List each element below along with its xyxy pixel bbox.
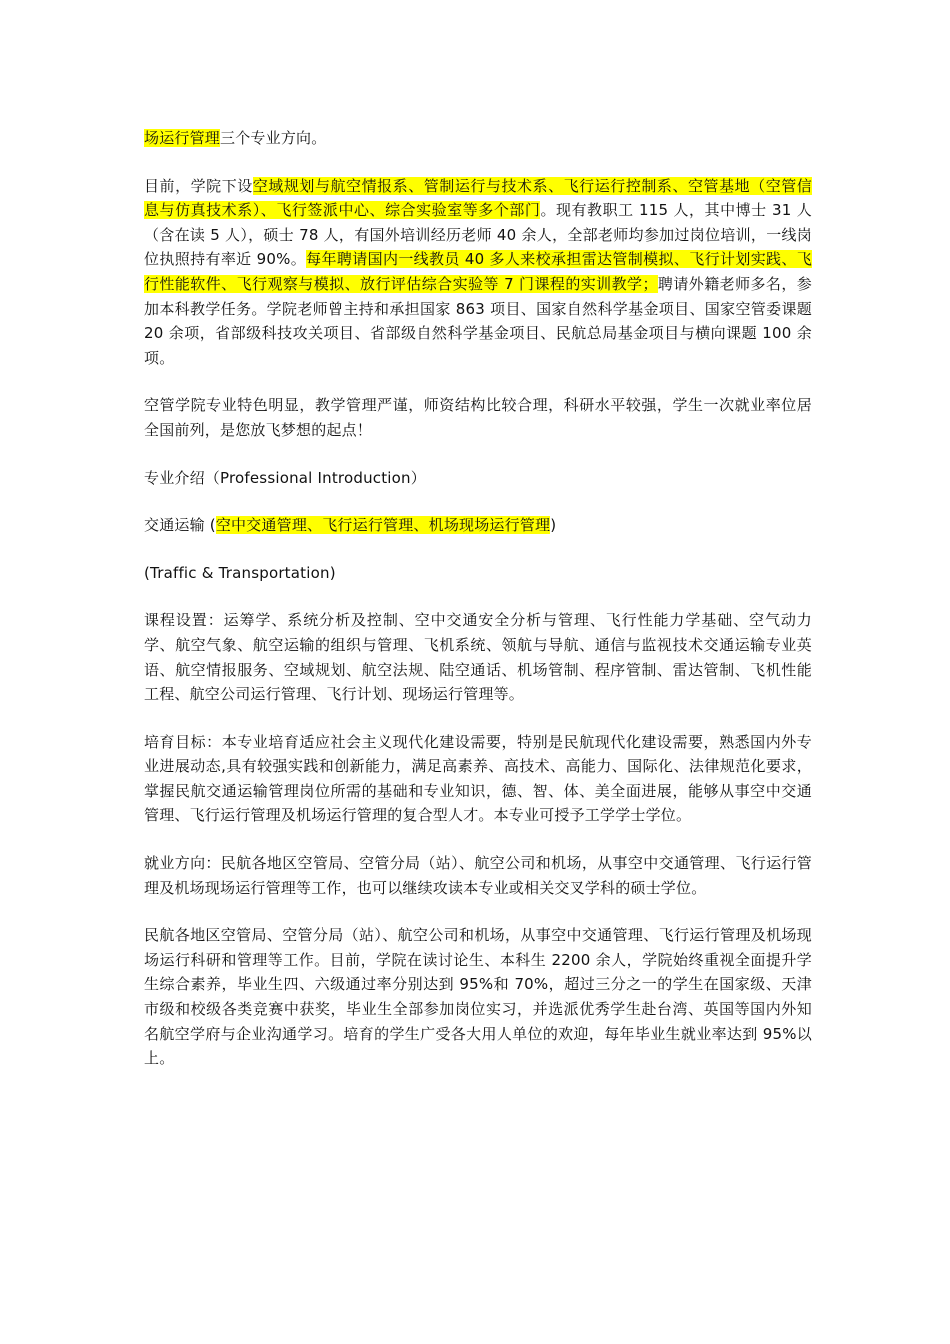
heading-professional-introduction: 专业介绍（Professional Introduction） [144, 468, 426, 487]
highlight-instructors: 每年聘请国内一线教员 40 多人来校承担雷达管制模拟、飞行计划实践、飞行性能软件、飞行观察与模拟、放行评估综合实验等 7 门课程的实训教学； [144, 250, 812, 293]
heading-major-name [144, 513, 812, 538]
paragraph-majors-end [144, 126, 812, 151]
text-span: 目前，学院下设 [144, 176, 253, 195]
paragraph-courses: 课程设置：运筹学、系统分析及控制、空中交通安全分析与管理、飞行性能力学基础、空气动力学、航空气象、航空运输的组织与管理、飞机系统、领航与导航、通信与监视技术交通运输专业英语、航空情报服务、空域规划、航空法规、陆空通话、机场管制、程序管制、雷达管制、飞机性能工程、航空公司运行管理、飞行计划、现场运行管理等。 [144, 611, 812, 704]
heading-major-english: (Traffic & Transportation) [144, 563, 336, 582]
paragraph-college-overview [144, 174, 812, 371]
text-span: 交通运输 ( [144, 516, 216, 535]
text-span: 。现有教职工 115 人，其中博士 31 人（含在读 5 人），硕士 78 人，有国外培训经历老师 40 余人，全部老师均参加过岗位培训，一线岗位执照持有率近 90%。 [144, 201, 812, 269]
paragraph-employment-direction: 就业方向：民航各地区空管局、空管分局（站）、航空公司和机场，从事空中交通管理、飞行运行管理及机场现场运行管理等工作，也可以继续攻读本专业或相关交叉学科的硕士学位。 [144, 854, 812, 897]
text-span: 三个专业方向。 [220, 129, 327, 147]
paragraph-training-goals: 培育目标：本专业培育适应社会主义现代化建设需要，特别是民航现代化建设需要，熟悉国内外专业进展动态,具有较强实践和创新能力，满足高素养、高技术、高能力、国际化、法律规范化要求，掌握民航交通运输管理岗位所需的基础和专业知识，德、智、体、美全面进展，能够从事空中交通管理、飞行运行管理及机场运行管理的复合型人才。本专业可授予工学学士学位。 [144, 732, 812, 825]
highlight-text: 场运行管理 [144, 129, 221, 147]
text-span: 聘请外籍老师多名，参加本科教学任务。学院老师曾主持和承担国家 863 项目、国家自然科学基金项目、国家空管委课题 20 余项，省部级科技攻关项目、省部级自然科学基金项目、民航总局基金项目与横向课题 100 余项。 [144, 274, 812, 367]
document-page [144, 126, 812, 1094]
text-span: ) [550, 516, 557, 535]
highlight-departments: 空域规划与航空情报系、管制运行与技术系、飞行运行控制系、空管基地（空管信息与仿真技术系）、飞行签派中心、综合实验室等多个部门 [144, 176, 812, 220]
highlight-directions: 空中交通管理、飞行运行管理、机场现场运行管理 [215, 516, 551, 535]
paragraph-college-features: 空管学院专业特色明显，教学管理严谨，师资结构比较合理，科研水平较强，学生一次就业率位居全国前列，是您放飞梦想的起点！ [144, 396, 812, 439]
paragraph-student-outcomes: 民航各地区空管局、空管分局（站）、航空公司和机场，从事空中交通管理、飞行运行管理及机场现场运行科研和管理等工作。目前，学院在读讨论生、本科生 2200 余人，学院始终重视全面提升学生综合素养，毕业生四、六级通过率分别达到 95%和 70%，超过三分之一的学生在国家级、天津市级和校级各类竞赛中获奖，毕业生全部参加岗位实习，并选派优秀学生赴台湾、英国等国内外知名航空学府与企业沟通学习。培育的学生广受各大用人单位的欢迎，每年毕业生就业率达到 95%以上。 [144, 926, 812, 1068]
